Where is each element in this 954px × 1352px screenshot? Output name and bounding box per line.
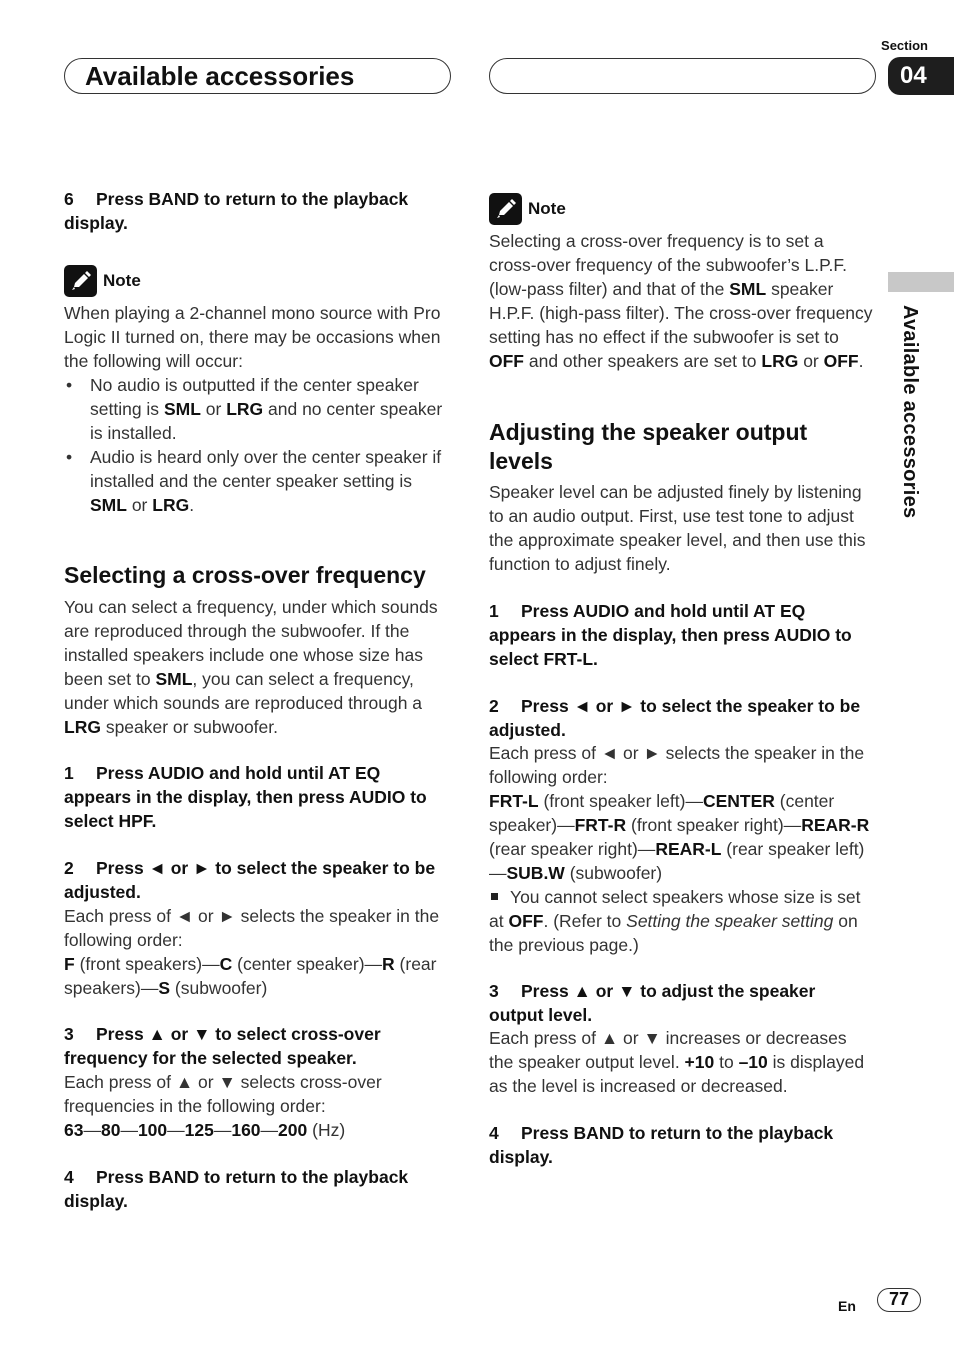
note-heading: Note — [489, 193, 566, 225]
page-number: 77 — [877, 1288, 921, 1312]
section-label: Section — [881, 38, 928, 53]
speaker-order: FRT-L (front speaker left)—CENTER (center speaker)—FRT-R (front speaker right)—REAR-R (rear speaker right)—REAR-L (rear speaker left)—SUB.W (subwoofer) — [489, 791, 870, 883]
section-number-tab: 04 — [888, 57, 954, 95]
note-text: Selecting a cross-over frequency is to set a cross-over frequency of the subwoofer’s L.P.F. (low-pass filter) and that of the SML speaker H.P.F. (high-pass filter). The cross-over frequency setting has no effect if the subwoofer is set to OFF and other speakers are set to LRG or OFF. — [489, 231, 873, 371]
step-4: 4 Press BAND to return to the playback display. — [489, 1123, 834, 1167]
pencil-icon — [489, 193, 522, 225]
step-4: 4 Press BAND to return to the playback display. — [64, 1167, 409, 1211]
step-3-body: Each press of ▲ or ▼ increases or decreases the speaker output level. +10 to –10 is displayed as the level is increased or decreased. — [489, 1028, 865, 1096]
intro-paragraph: You can select a frequency, under which sounds are reproduced through the subwoofer. If the installed speakers include one whose size has been set to SML, you can select a frequency, under which sounds are reproduced through a LRG speaker or subwoofer. — [64, 597, 438, 737]
section-heading: Selecting a cross-over frequency — [64, 562, 426, 588]
step-2: 2 Press ◄ or ► to select the speaker to be adjusted. — [489, 696, 861, 740]
note-heading: Note — [64, 265, 141, 297]
header-blank-box — [489, 58, 876, 94]
list-item: • No audio is outputted if the center speaker setting is SML or LRG and no center speaker is installed. — [64, 373, 450, 445]
note-text: When playing a 2-channel mono source with Pro Logic II turned on, there may be occasions when the following will occur: • No audio is outputted if the center speaker setting is SML or LRG and no center speaker is installed. • Audio is heard only over the center speaker if installed and the center speaker setting is SML or LRG. — [64, 301, 450, 517]
step-2: 2 Press ◄ or ► to select the speaker to be adjusted. — [64, 858, 436, 902]
header-title-box — [64, 58, 451, 94]
step-2-body: Each press of ◄ or ► selects the speaker in the following order: FRT-L (front speaker left)—CENTER (center speaker)—FRT-R (front speaker right)—REAR-R (rear speaker right)—REAR-L (rear speaker left)—SUB.W (subwoofer) You cannot select speakers whose size is set at OFF. (Refer to Setting the speaker setting on the previous page.) — [489, 743, 870, 955]
side-tab-bar — [888, 272, 954, 292]
pencil-icon — [64, 265, 97, 297]
frequency-list: 63—80—100—125—160—200 (Hz) — [64, 1120, 346, 1140]
page-title: Available accessories — [85, 61, 355, 91]
list-item: • Audio is heard only over the center speaker if installed and the center speaker setting is SML or LRG. — [64, 445, 450, 517]
step-3-body: Each press of ▲ or ▼ selects cross-over frequencies in the following order: 63—80—100—125—160—200 (Hz) — [64, 1070, 444, 1142]
step-1: 1 Press AUDIO and hold until AT EQ appears in the display, then press AUDIO to select FRT-L. — [489, 601, 852, 669]
step-6: 6 Press BAND to return to the playback display. — [64, 189, 409, 233]
step-3: 3 Press ▲ or ▼ to adjust the speaker output level. — [489, 981, 816, 1025]
side-section-label: Available accessories — [899, 305, 921, 519]
square-bullet-icon — [491, 893, 498, 900]
step-2-body: Each press of ◄ or ► selects the speaker in the following order: F (front speakers)—C (center speaker)—R (rear speakers)—S (subwoofer) — [64, 906, 440, 998]
step-3: 3 Press ▲ or ▼ to select cross-over frequency for the selected speaker. — [64, 1024, 381, 1068]
intro-paragraph: Speaker level can be adjusted finely by listening to an audio output. First, use test tone to adjust the approximate speaker level, and then use this function to adjust finely. — [489, 482, 866, 574]
language-label: En — [838, 1298, 856, 1314]
warning-note: You cannot select speakers whose size is set at OFF. (Refer to Setting the speaker setting on the previous page.) — [489, 887, 861, 955]
step-1: 1 Press AUDIO and hold until AT EQ appears in the display, then press AUDIO to select HPF. — [64, 763, 427, 831]
section-heading: Adjusting the speaker output levels — [489, 419, 808, 474]
